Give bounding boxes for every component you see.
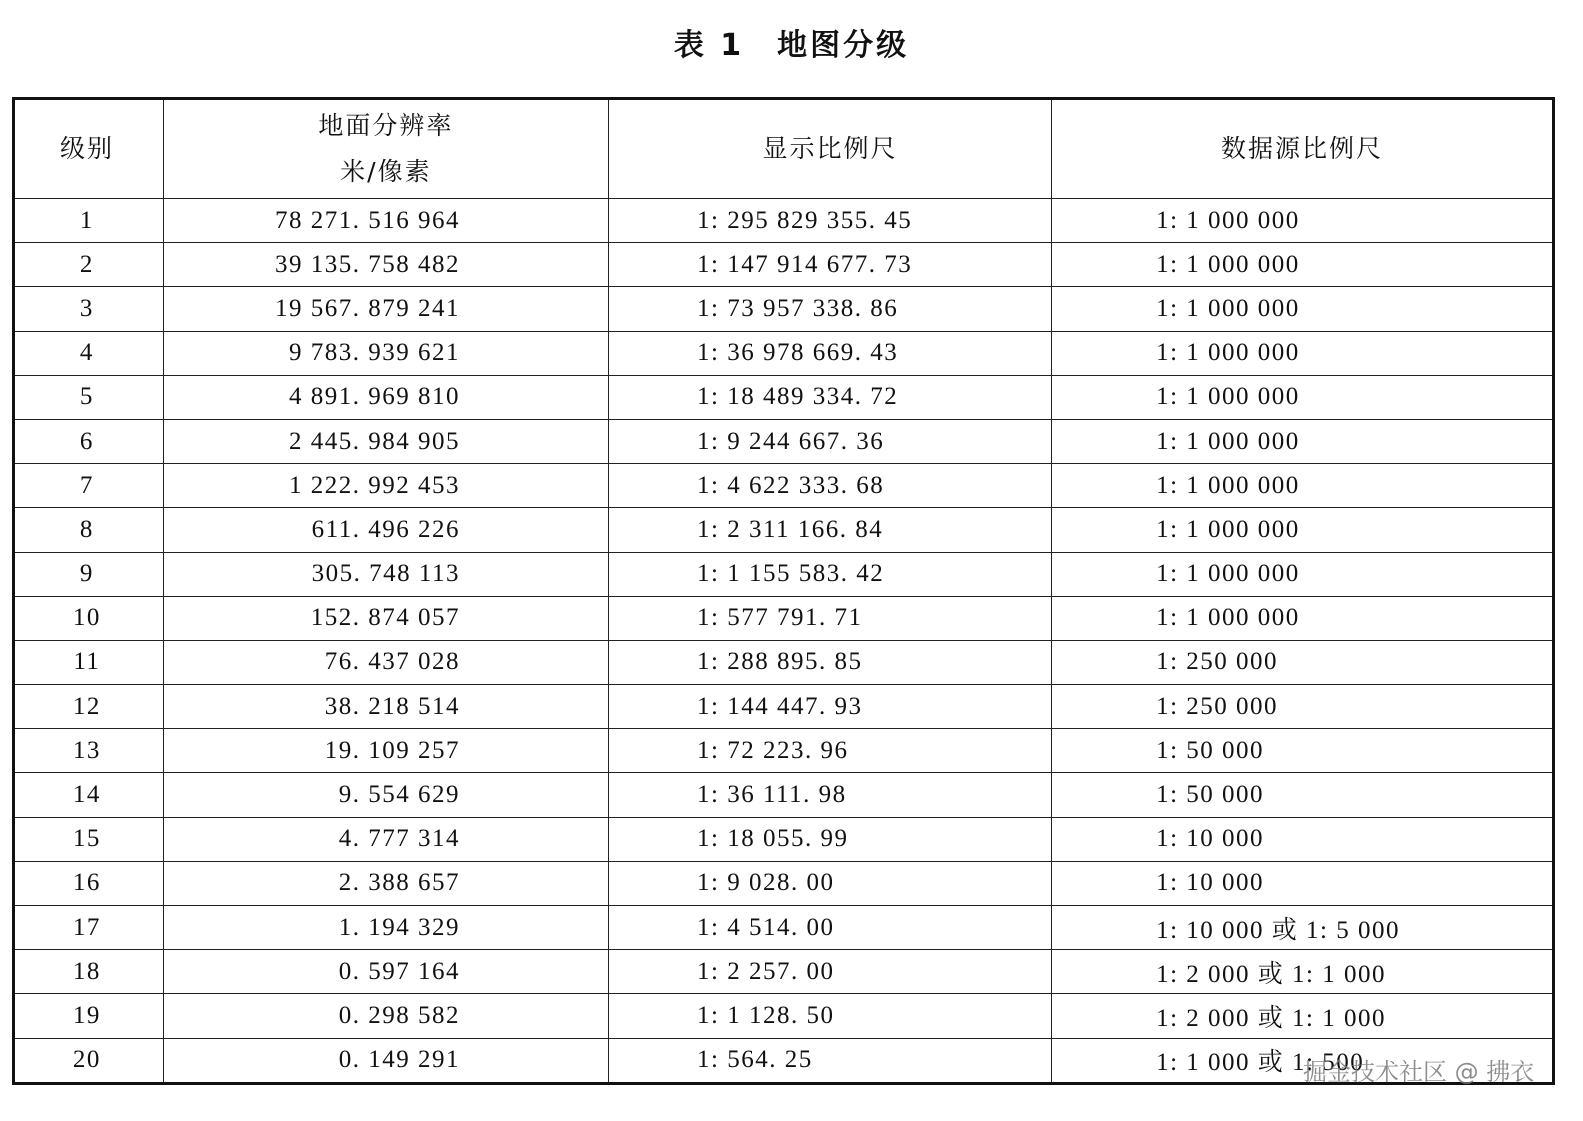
table-row	[14, 861, 1554, 905]
cell-resolution: 2 445. 984 905	[163, 419, 608, 463]
cell-level: 4	[14, 331, 164, 375]
cell-level: 10	[14, 596, 164, 640]
table-row	[14, 994, 1554, 1038]
cell-source-scale: 1: 1 000 000	[1052, 508, 1554, 552]
cell-source-scale: 1: 50 000	[1052, 773, 1554, 817]
cell-resolution: 78 271. 516 964	[163, 199, 608, 243]
cell-display-scale: 1: 2 257. 00	[609, 950, 1052, 994]
table-row	[14, 640, 1554, 684]
cell-resolution: 9. 554 629	[163, 773, 608, 817]
cell-source-scale: 1: 2 000 或 1: 1 000	[1052, 950, 1554, 994]
header-row	[14, 99, 1554, 199]
table-row	[14, 464, 1554, 508]
table-row	[14, 243, 1554, 287]
header-display-scale: 显示比例尺	[609, 99, 1052, 199]
cell-resolution: 1 222. 992 453	[163, 464, 608, 508]
cell-source-scale: 1: 10 000	[1052, 861, 1554, 905]
cell-source-scale: 1: 1 000 或 1: 500	[1052, 1038, 1554, 1083]
cell-display-scale: 1: 36 111. 98	[609, 773, 1052, 817]
cell-level: 20	[14, 1038, 164, 1083]
table-row	[14, 331, 1554, 375]
cell-display-scale: 1: 564. 25	[609, 1038, 1052, 1083]
cell-display-scale: 1: 144 447. 93	[609, 685, 1052, 729]
cell-resolution: 76. 437 028	[163, 640, 608, 684]
cell-source-scale: 1: 1 000 000	[1052, 419, 1554, 463]
cell-display-scale: 1: 4 622 333. 68	[609, 464, 1052, 508]
cell-level: 11	[14, 640, 164, 684]
cell-resolution: 4. 777 314	[163, 817, 608, 861]
cell-source-scale: 1: 1 000 000	[1052, 464, 1554, 508]
cell-display-scale: 1: 577 791. 71	[609, 596, 1052, 640]
cell-level: 19	[14, 994, 164, 1038]
cell-level: 6	[14, 419, 164, 463]
table-row	[14, 419, 1554, 463]
table-row	[14, 729, 1554, 773]
table-row	[14, 287, 1554, 331]
table-row	[14, 508, 1554, 552]
cell-level: 16	[14, 861, 164, 905]
cell-source-scale: 1: 1 000 000	[1052, 199, 1554, 243]
cell-display-scale: 1: 18 055. 99	[609, 817, 1052, 861]
cell-display-scale: 1: 73 957 338. 86	[609, 287, 1052, 331]
table-title: 表 1 地图分级	[673, 28, 910, 63]
cell-display-scale: 1: 2 311 166. 84	[609, 508, 1052, 552]
cell-resolution: 305. 748 113	[163, 552, 608, 596]
cell-level: 2	[14, 243, 164, 287]
cell-level: 5	[14, 375, 164, 419]
cell-source-scale: 1: 1 000 000	[1052, 287, 1554, 331]
cell-source-scale: 1: 250 000	[1052, 685, 1554, 729]
table-row	[14, 817, 1554, 861]
cell-display-scale: 1: 4 514. 00	[609, 906, 1052, 950]
cell-resolution: 19. 109 257	[163, 729, 608, 773]
header-resolution-line1: 地面分辨率	[318, 111, 454, 140]
header-resolution	[163, 99, 608, 199]
cell-resolution: 9 783. 939 621	[163, 331, 608, 375]
cell-display-scale: 1: 295 829 355. 45	[609, 199, 1052, 243]
cell-level: 3	[14, 287, 164, 331]
cell-display-scale: 1: 1 128. 50	[609, 994, 1052, 1038]
cell-level: 15	[14, 817, 164, 861]
cell-source-scale: 1: 1 000 000	[1052, 552, 1554, 596]
table-row	[14, 552, 1554, 596]
cell-resolution: 38. 218 514	[163, 685, 608, 729]
header-level: 级别	[14, 99, 164, 199]
cell-source-scale: 1: 10 000	[1052, 817, 1554, 861]
cell-level: 14	[14, 773, 164, 817]
table-row	[14, 906, 1554, 950]
cell-display-scale: 1: 9 028. 00	[609, 861, 1052, 905]
cell-level: 1	[14, 199, 164, 243]
cell-level: 12	[14, 685, 164, 729]
cell-level: 9	[14, 552, 164, 596]
header-source-scale: 数据源比例尺	[1052, 99, 1554, 199]
cell-source-scale: 1: 1 000 000	[1052, 243, 1554, 287]
cell-resolution: 2. 388 657	[163, 861, 608, 905]
cell-display-scale: 1: 147 914 677. 73	[609, 243, 1052, 287]
table-body	[14, 199, 1554, 1084]
table-row	[14, 950, 1554, 994]
table-row	[14, 773, 1554, 817]
watermark: 掘金技术社区 @ 拂衣	[1303, 1058, 1535, 1086]
cell-source-scale: 1: 50 000	[1052, 729, 1554, 773]
cell-display-scale: 1: 18 489 334. 72	[609, 375, 1052, 419]
cell-level: 8	[14, 508, 164, 552]
cell-resolution: 0. 597 164	[163, 950, 608, 994]
cell-resolution: 0. 298 582	[163, 994, 608, 1038]
table-row	[14, 199, 1554, 243]
cell-source-scale: 1: 250 000	[1052, 640, 1554, 684]
cell-resolution: 152. 874 057	[163, 596, 608, 640]
cell-display-scale: 1: 9 244 667. 36	[609, 419, 1052, 463]
cell-display-scale: 1: 288 895. 85	[609, 640, 1052, 684]
cell-resolution: 1. 194 329	[163, 906, 608, 950]
table-row	[14, 685, 1554, 729]
cell-resolution: 611. 496 226	[163, 508, 608, 552]
cell-resolution: 39 135. 758 482	[163, 243, 608, 287]
cell-resolution: 0. 149 291	[163, 1038, 608, 1083]
cell-level: 17	[14, 906, 164, 950]
cell-resolution: 4 891. 969 810	[163, 375, 608, 419]
header-resolution-line2: 米/像素	[340, 157, 432, 186]
cell-level: 7	[14, 464, 164, 508]
cell-source-scale: 1: 1 000 000	[1052, 596, 1554, 640]
cell-display-scale: 1: 72 223. 96	[609, 729, 1052, 773]
map-level-table	[12, 97, 1555, 1085]
cell-level: 18	[14, 950, 164, 994]
cell-level: 13	[14, 729, 164, 773]
cell-source-scale: 1: 2 000 或 1: 1 000	[1052, 994, 1554, 1038]
table-row	[14, 375, 1554, 419]
cell-source-scale: 1: 1 000 000	[1052, 375, 1554, 419]
cell-source-scale: 1: 10 000 或 1: 5 000	[1052, 906, 1554, 950]
cell-source-scale: 1: 1 000 000	[1052, 331, 1554, 375]
table-row	[14, 596, 1554, 640]
cell-display-scale: 1: 36 978 669. 43	[609, 331, 1052, 375]
cell-resolution: 19 567. 879 241	[163, 287, 608, 331]
cell-display-scale: 1: 1 155 583. 42	[609, 552, 1052, 596]
